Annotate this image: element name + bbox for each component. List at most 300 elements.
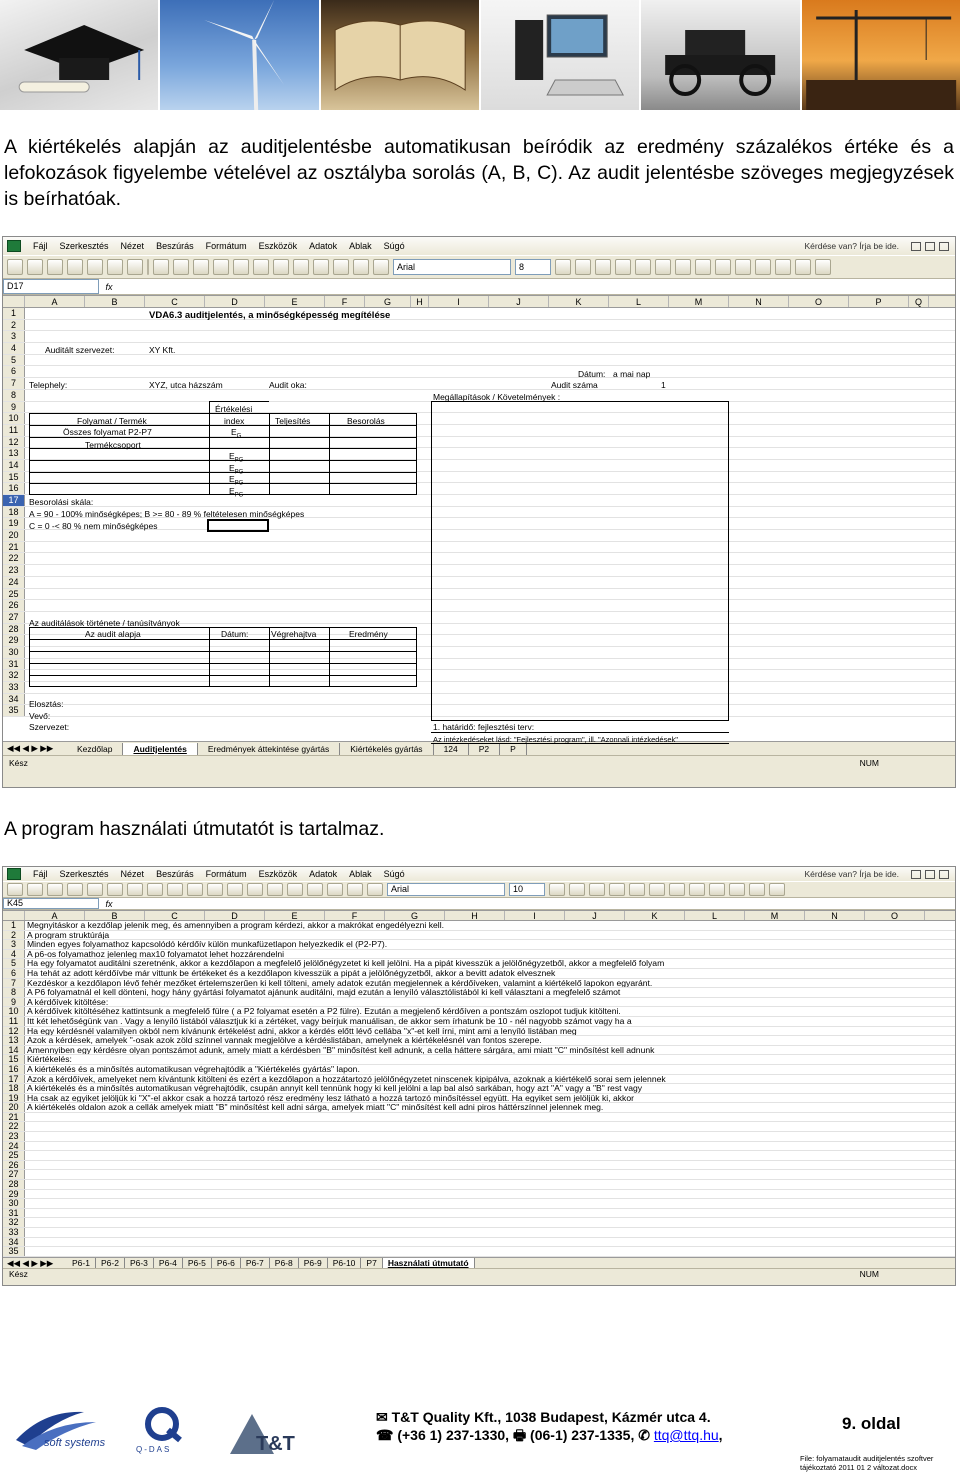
italic-icon[interactable] (575, 259, 591, 275)
column-header[interactable]: M (745, 911, 805, 920)
row-number[interactable]: 11 (3, 1017, 25, 1026)
menu-view[interactable]: Nézet (120, 869, 145, 879)
column-header[interactable]: F (325, 911, 385, 920)
deadline-label: 1. határidő: fejlesztési terv: (433, 722, 535, 732)
mouse-icon: ✆ (638, 1427, 650, 1443)
row-number[interactable]: 12 (3, 437, 25, 448)
paste-icon[interactable] (207, 883, 223, 896)
tab-p[interactable]: P (500, 743, 527, 755)
autosum-icon[interactable] (287, 883, 303, 896)
row-number[interactable]: 22 (3, 1122, 25, 1131)
toolbar (3, 881, 955, 898)
row-number[interactable]: 34 (3, 1238, 25, 1247)
new-icon[interactable] (7, 883, 23, 896)
borders-icon[interactable] (729, 883, 745, 896)
menu-insert[interactable]: Beszúrás (156, 241, 194, 251)
align-center-icon[interactable] (635, 259, 651, 275)
tab-kiertekeles[interactable]: Kiértékelés gyártás (340, 743, 433, 755)
date-value: a mai nap (613, 369, 651, 379)
audit-history-label: Az auditálások története / tanúsítványok (29, 618, 180, 628)
menu-bar (3, 867, 955, 881)
sheet-row (3, 1238, 955, 1248)
findings-box[interactable] (431, 401, 729, 721)
row-number[interactable]: 21 (3, 1113, 25, 1122)
menu-tools[interactable]: Eszközök (258, 869, 298, 879)
row-number[interactable]: 22 (3, 553, 25, 564)
italic-icon[interactable] (569, 883, 585, 896)
rating-label: Értékelési (215, 404, 253, 414)
menu-file[interactable]: Fájl (33, 869, 48, 879)
audit-number-value: 1 (661, 380, 666, 390)
hyperlink-icon[interactable] (267, 883, 283, 896)
column-header[interactable]: D (205, 296, 265, 307)
row-number[interactable]: 17 (3, 1075, 25, 1084)
help-search-input[interactable]: Kérdése van? Írja be ide. (804, 241, 899, 251)
column-header[interactable]: J (489, 296, 549, 307)
row-number[interactable]: 13 (3, 1036, 25, 1045)
row-number[interactable]: 2 (3, 931, 25, 940)
font-size-select[interactable]: 10 (509, 883, 545, 896)
currency-icon[interactable] (689, 883, 705, 896)
permission-icon[interactable] (67, 259, 83, 275)
sheet-row (3, 950, 955, 960)
sheet-tab[interactable]: P6-9 (299, 1258, 328, 1268)
redo-icon[interactable] (253, 259, 269, 275)
status-num: NUM (859, 757, 879, 768)
fx-icon[interactable]: fx (105, 281, 113, 292)
sheet-row (3, 988, 955, 998)
row-number[interactable]: 23 (3, 1132, 25, 1141)
index-label: index (224, 416, 245, 426)
toolbar-separator (147, 259, 149, 275)
row-number[interactable]: 20 (3, 530, 25, 541)
minimize-icon[interactable] (911, 242, 921, 251)
row-number[interactable]: 23 (3, 565, 25, 576)
sheet-row (3, 308, 955, 320)
sheet-row (3, 959, 955, 969)
sheet-row (3, 1142, 955, 1152)
guide-line: A program struktúrája (27, 930, 110, 940)
menu-edit[interactable]: Szerkesztés (59, 241, 109, 251)
tab-124[interactable]: 124 (434, 743, 469, 755)
chart-icon[interactable] (327, 883, 343, 896)
column-header[interactable]: H (445, 911, 505, 920)
sheet-row (3, 969, 955, 979)
construction-crane-image (802, 0, 960, 110)
column-header[interactable]: K (549, 296, 609, 307)
help-icon[interactable] (367, 883, 383, 896)
decimal-icon[interactable] (735, 259, 751, 275)
soft-systems-logo (14, 1406, 124, 1452)
guide-line: Kezdéskor a kezdőlapon lévő fehér mezőket értelemszerűen ki kell tölteni, amely adatok ezután megjelennek a kérdőíveken, valamint a kiértékelő lapokon egyaránt. (27, 978, 653, 988)
undo-icon[interactable] (233, 259, 249, 275)
row-number[interactable]: 30 (3, 1199, 25, 1208)
guide-line: A kérdőívek kitöltéséhez kattintsunk a megfelelő fülre ( a P2 folyamat esetén a P2 fülre). Ezután a megjelenő kérdőíven a pontszám oszlopot tudjuk kitölteni. (27, 1007, 621, 1016)
align-left-icon[interactable] (609, 883, 625, 896)
minimize-icon[interactable] (911, 870, 921, 879)
formula-bar (3, 898, 955, 910)
row-number[interactable]: 11 (3, 425, 25, 436)
column-header[interactable]: C (145, 911, 205, 920)
audit-number-label: Audit száma (551, 380, 598, 390)
align-right-icon[interactable] (655, 259, 671, 275)
row-number[interactable]: 3 (3, 331, 25, 342)
help-search-input[interactable]: Kérdése van? Írja be ide. (804, 869, 899, 879)
bold-icon[interactable] (555, 259, 571, 275)
guide-line: A kiértékelés és a minősítés automatikusan végrehajtódik a "Kiértékelés gyártás" lapon. (27, 1064, 360, 1074)
align-right-icon[interactable] (649, 883, 665, 896)
guide-line: A kiértékelés oldalon azok a cellák amelyek miatt "B" minősítést kell adni sárga, amelyek miatt "C" minősítést kell adni piros háttérszínnel jelennek meg. (27, 1103, 604, 1112)
sheet-tab[interactable]: P6-4 (154, 1258, 183, 1268)
column-header[interactable]: C (145, 296, 205, 307)
align-left-icon[interactable] (615, 259, 631, 275)
menu-edit[interactable]: Szerkesztés (59, 869, 109, 879)
sheet-row (3, 1113, 955, 1123)
name-box[interactable]: D17 (3, 279, 99, 294)
open-icon[interactable] (27, 883, 43, 896)
save-icon[interactable] (47, 883, 63, 896)
date-label: Dátum: (578, 369, 606, 379)
row-number[interactable]: 32 (3, 1218, 25, 1227)
row-number[interactable]: 21 (3, 542, 25, 553)
sheet-row (3, 921, 955, 931)
row-number[interactable]: 29 (3, 1190, 25, 1199)
cut-icon[interactable] (173, 259, 189, 275)
row-number[interactable]: 9 (3, 402, 25, 413)
spreadsheet-grid[interactable] (3, 295, 955, 744)
row-number[interactable]: 12 (3, 1027, 25, 1036)
sheet-tab[interactable]: P6-1 (67, 1258, 96, 1268)
row-number[interactable]: 28 (3, 1180, 25, 1189)
sheet-tab[interactable]: P7 (361, 1258, 382, 1268)
name-box[interactable]: K45 (3, 898, 99, 909)
row-number[interactable]: 18 (3, 507, 25, 518)
permission-icon[interactable] (67, 883, 83, 896)
status-ready: Kész (9, 1269, 28, 1279)
row-number[interactable]: 10 (3, 1007, 25, 1016)
row-number[interactable]: 13 (3, 448, 25, 459)
bold-icon[interactable] (549, 883, 565, 896)
font-size-select[interactable]: 8 (515, 259, 551, 275)
sheet-tab[interactable]: P6-7 (241, 1258, 270, 1268)
column-header[interactable]: H (411, 296, 429, 307)
row-number[interactable]: 7 (3, 378, 25, 389)
row-number[interactable]: 33 (3, 682, 25, 693)
spreadsheet-grid[interactable] (3, 910, 955, 1257)
column-header[interactable]: B (85, 296, 145, 307)
row-number[interactable]: 1 (3, 308, 25, 319)
row-number[interactable]: 8 (3, 988, 25, 997)
status-num: NUM (859, 1269, 879, 1279)
sheet-tab[interactable]: Használati útmutató (383, 1258, 475, 1268)
font-color-icon[interactable] (769, 883, 785, 896)
row-number[interactable]: 28 (3, 624, 25, 635)
menu-view[interactable]: Nézet (120, 241, 145, 251)
sort-icon[interactable] (313, 259, 329, 275)
distribution-label: Elosztás: (29, 699, 64, 709)
row-number[interactable]: 15 (3, 472, 25, 483)
copy-icon[interactable] (193, 259, 209, 275)
column-header[interactable]: A (25, 911, 85, 920)
row-number[interactable]: 15 (3, 1055, 25, 1064)
sheet-tab[interactable]: P6-10 (328, 1258, 362, 1268)
row-number[interactable]: 9 (3, 998, 25, 1007)
cut-icon[interactable] (167, 883, 183, 896)
email-link[interactable]: ttq@ttq.hu (653, 1427, 719, 1443)
zoom-icon[interactable] (347, 883, 363, 896)
column-header[interactable]: I (429, 296, 489, 307)
column-header[interactable]: L (685, 911, 745, 920)
column-header[interactable]: O (865, 911, 925, 920)
fx-icon[interactable]: fx (105, 898, 113, 909)
print-icon[interactable] (107, 259, 123, 275)
fill-color-icon[interactable] (795, 259, 811, 275)
row-number[interactable]: 17 (3, 495, 25, 506)
row-number[interactable]: 3 (3, 940, 25, 949)
svg-text:T&T: T&T (256, 1433, 295, 1455)
audited-org-label: Auditált szervezet: (45, 345, 115, 355)
sheet-nav-arrows[interactable]: ◀◀ ◀ ▶ ▶▶ (7, 743, 54, 753)
underline-icon[interactable] (589, 883, 605, 896)
row-number[interactable]: 25 (3, 1151, 25, 1160)
menu-format[interactable]: Formátum (205, 869, 247, 879)
row-area (3, 921, 955, 1257)
percent-icon[interactable] (715, 259, 731, 275)
row-number[interactable]: 31 (3, 1209, 25, 1218)
align-center-icon[interactable] (629, 883, 645, 896)
row-number[interactable]: 5 (3, 959, 25, 968)
column-header[interactable]: G (365, 296, 411, 307)
column-header[interactable]: D (205, 911, 265, 920)
fax-icon: 🖶 (512, 1427, 527, 1443)
close-icon[interactable] (939, 242, 949, 251)
sheet-row (3, 1103, 955, 1113)
tab-p2[interactable]: P2 (469, 743, 500, 755)
eg-label: $E_G$ (231, 427, 242, 440)
row-number[interactable]: 8 (3, 390, 25, 401)
grid-corner[interactable] (3, 911, 25, 920)
formula-bar (3, 279, 955, 295)
preview-icon[interactable] (127, 259, 143, 275)
contact-block: ✉ T&T Quality Kft., 1038 Budapest, Kázmér utca 4. ☎ (+36 1) 237-1330, 🖶 (06-1) 237-1335, ✆ ttq@ttq.hu, (376, 1409, 723, 1443)
new-icon[interactable] (7, 259, 23, 275)
row-number[interactable]: 14 (3, 1046, 25, 1055)
borders-icon[interactable] (775, 259, 791, 275)
guide-line: A P6 folyamatnál el kell dönteni, hogy hány gyártási folyamatot ajánunk auditálni, majd ezután a lenyíló választólistából ki kell választani a megfelelő számot (27, 988, 621, 997)
row-number[interactable]: 27 (3, 1170, 25, 1179)
sheet-row (3, 1075, 955, 1085)
column-header[interactable]: J (565, 911, 625, 920)
menu-window[interactable]: Ablak (349, 869, 372, 879)
column-header[interactable]: M (669, 296, 729, 307)
indent-icon[interactable] (755, 259, 771, 275)
chart-icon[interactable] (333, 259, 349, 275)
column-header[interactable]: O (789, 296, 849, 307)
row-number[interactable]: 1 (3, 921, 25, 930)
row-number[interactable]: 25 (3, 589, 25, 600)
row-number[interactable]: 7 (3, 979, 25, 988)
underline-icon[interactable] (595, 259, 611, 275)
computer-image (481, 0, 639, 110)
column-header[interactable]: E (265, 911, 325, 920)
column-header[interactable]: I (505, 911, 565, 920)
row-number[interactable]: 18 (3, 1084, 25, 1093)
sort-icon[interactable] (307, 883, 323, 896)
sheet-row (3, 1170, 955, 1180)
column-header[interactable]: N (729, 296, 789, 307)
row-number[interactable]: 4 (3, 950, 25, 959)
sheet-row (3, 1151, 955, 1161)
sheet-tab[interactable]: P6-5 (183, 1258, 212, 1268)
tab-eredmenyek[interactable]: Eredmények áttekintése gyártás (198, 743, 340, 755)
row-number[interactable]: 34 (3, 694, 25, 705)
row-number[interactable]: 32 (3, 670, 25, 681)
column-header[interactable]: L (609, 296, 669, 307)
sheet-row (3, 1036, 955, 1046)
email-icon[interactable] (87, 883, 103, 896)
percent-icon[interactable] (709, 883, 725, 896)
merge-icon[interactable] (669, 883, 685, 896)
help-icon[interactable] (373, 259, 389, 275)
column-header[interactable]: N (805, 911, 865, 920)
sheet-tab[interactable]: P6-8 (270, 1258, 299, 1268)
grid-corner[interactable] (3, 296, 25, 307)
selected-cell[interactable] (207, 519, 269, 532)
redo-icon[interactable] (247, 883, 263, 896)
menu-data[interactable]: Adatok (309, 869, 338, 879)
column-header[interactable]: A (25, 296, 85, 307)
row-number[interactable]: 14 (3, 460, 25, 471)
restore-icon[interactable] (925, 242, 935, 251)
site-value: XYZ, utca házszám (149, 380, 223, 390)
sheet-row (3, 1199, 955, 1209)
column-header[interactable]: K (625, 911, 685, 920)
row-number[interactable]: 2 (3, 320, 25, 331)
row-number[interactable]: 33 (3, 1228, 25, 1237)
row-number[interactable]: 27 (3, 612, 25, 623)
column-header[interactable]: E (265, 296, 325, 307)
font-color-icon[interactable] (815, 259, 831, 275)
email-icon[interactable] (87, 259, 103, 275)
undo-icon[interactable] (227, 883, 243, 896)
menu-help[interactable]: Súgó (383, 241, 405, 251)
sheet-row (3, 1065, 955, 1075)
row-number[interactable]: 30 (3, 647, 25, 658)
findings-label: Megállapítások / Követelmények : (433, 392, 561, 402)
page-footer (0, 1396, 960, 1478)
row-number[interactable]: 35 (3, 1247, 25, 1256)
row-number[interactable]: 16 (3, 1065, 25, 1074)
copy-icon[interactable] (187, 883, 203, 896)
currency-icon[interactable] (695, 259, 711, 275)
sheet-tab[interactable]: P6-3 (125, 1258, 154, 1268)
excel-window-audit-report (2, 236, 956, 788)
menu-data[interactable]: Adatok (309, 241, 338, 251)
svg-text:Q-DAS: Q-DAS (136, 1445, 172, 1454)
merge-icon[interactable] (675, 259, 691, 275)
row-number[interactable]: 4 (3, 343, 25, 354)
row-number[interactable]: 19 (3, 1094, 25, 1103)
guide-line: A p6-os folyamathoz jelenleg max10 folyamatot lehet hozzárendelni (27, 949, 285, 959)
fill-color-icon[interactable] (749, 883, 765, 896)
row-number[interactable]: 6 (3, 969, 25, 978)
font-name-select[interactable]: Arial (393, 259, 511, 275)
close-icon[interactable] (939, 870, 949, 879)
row-number[interactable]: 5 (3, 355, 25, 366)
tab-kezdolap[interactable]: Kezdőlap (67, 743, 123, 755)
intro-paragraph: A kiértékelés alapján az auditjelentésbe automatikusan beíródik az eredmény százalékos értéke és a lefokozások figyelembe vételével az osztályba sorolás (A, B, C). Az audit jelentésbe szöveges megjegyzések is beírhatóak. (4, 136, 954, 210)
sheet-tab[interactable]: P6-2 (96, 1258, 125, 1268)
sheet-row (3, 1132, 955, 1142)
font-name-select[interactable]: Arial (387, 883, 505, 896)
research-icon[interactable] (147, 883, 163, 896)
column-header[interactable]: Q (909, 296, 929, 307)
sheet-tabs (3, 1257, 955, 1268)
row-number[interactable]: 24 (3, 1142, 25, 1151)
row-number[interactable]: 24 (3, 577, 25, 588)
column-header[interactable]: G (385, 911, 445, 920)
menu-format[interactable]: Formátum (205, 241, 247, 251)
menu-window[interactable]: Ablak (349, 241, 372, 251)
row-number[interactable]: 31 (3, 659, 25, 670)
save-icon[interactable] (47, 259, 63, 275)
row-number[interactable]: 26 (3, 600, 25, 611)
sheet-row (3, 1218, 955, 1228)
tab-auditjelentes[interactable]: Auditjelentés (123, 743, 197, 755)
autosum-icon[interactable] (293, 259, 309, 275)
sheet-nav-arrows[interactable]: ◀◀ ◀ ▶ ▶▶ (7, 1257, 54, 1268)
column-header[interactable]: P (849, 296, 909, 307)
row-number[interactable]: 16 (3, 483, 25, 494)
mail-icon: ✉ (376, 1409, 388, 1425)
menu-tools[interactable]: Eszközök (258, 241, 298, 251)
fax: (06-1) 237-1335, (530, 1427, 635, 1443)
menu-file[interactable]: Fájl (33, 241, 48, 251)
guide-line: Minden egyes folyamathoz kapcsolódó kérdőív külön munkafüzetlapon helyezkedik el (P2-P7). (27, 940, 388, 949)
guide-line: Itt két lehetőségünk van . Vagy a lenyíló listából választjuk ki a zértéket, vagy beírjuk manuálisan, de akkor sem írhatunk be 10 - nél nagyobb számot vagy ha a (27, 1016, 632, 1026)
guide-line: Ha egy folyamatot auditálni szeretnénk, akkor a kezdőlapon a megfelelő jelölőnégyzetet ki kell jelölni. Ha a pipát kivesszük a jelölőnégyzetből, akkor a megfelelő folyam (27, 959, 665, 968)
old-book-image (321, 0, 479, 110)
research-icon[interactable] (153, 259, 169, 275)
print-icon[interactable] (107, 883, 123, 896)
row-number[interactable]: 19 (3, 518, 25, 529)
column-header[interactable]: B (85, 911, 145, 920)
column-header[interactable]: F (325, 296, 365, 307)
sheet-row (3, 366, 955, 378)
row-number[interactable]: 35 (3, 705, 25, 716)
row-number[interactable]: 26 (3, 1161, 25, 1170)
preview-icon[interactable] (127, 883, 143, 896)
menu-insert[interactable]: Beszúrás (156, 869, 194, 879)
row-number[interactable]: 10 (3, 413, 25, 424)
zoom-icon[interactable] (353, 259, 369, 275)
row-number[interactable]: 29 (3, 635, 25, 646)
paste-icon[interactable] (213, 259, 229, 275)
menu-bar (3, 237, 955, 255)
hyperlink-icon[interactable] (273, 259, 289, 275)
row-number[interactable]: 20 (3, 1103, 25, 1112)
phone: (+36 1) 237-1330, (397, 1427, 510, 1443)
menu-help[interactable]: Súgó (383, 869, 405, 879)
open-icon[interactable] (27, 259, 43, 275)
restore-icon[interactable] (925, 870, 935, 879)
guide-line: Amennyiben egy kérdésre olyan pontszámot adunk, amely miatt a kérdésben "B" minősítést kell adnunk, a cella háttere sárgára, ami miatt "C" minősítést kell adnunk (27, 1045, 655, 1055)
row-number[interactable]: 6 (3, 366, 25, 377)
sheet-tab[interactable]: P6-6 (212, 1258, 241, 1268)
guide-line: Ha tehát az adott kérdőívbe már vittunk be értékeket és a kezdőlapon kivesszük a pipát a jelölőnégyzetből, akkor a bevitt adatok elvesznek (27, 968, 556, 978)
guide-line: Ha egy kérdésnél valamilyen okból nem kívánunk értékelést adni, akkor a kérdés előtt lévő cellába "x"-et kell írni, mint ami a lenyíló listában meg (27, 1026, 577, 1036)
sheet-row (3, 979, 955, 989)
